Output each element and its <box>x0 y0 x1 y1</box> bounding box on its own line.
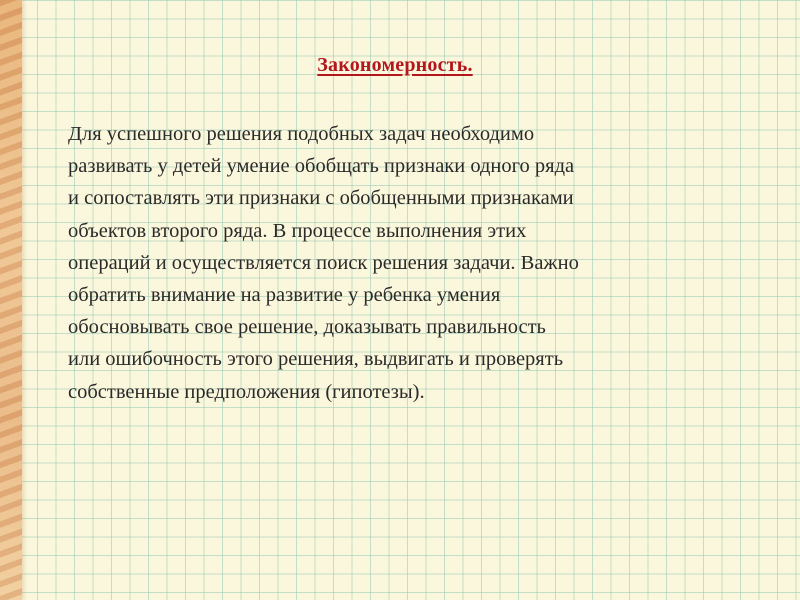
body-line-1: Для успешного решения подобных задач необходимо <box>68 123 535 145</box>
body-line-4: объектов второго ряда. В процессе выполнения этих <box>68 219 527 242</box>
slide-body-text <box>68 118 758 408</box>
slide-title: Закономерность. <box>317 54 473 76</box>
body-line-2: развивать у детей умение обобщать признаки одного ряда <box>68 155 575 178</box>
body-line-7: обосновывать свое решение, доказывать правильность <box>68 316 546 339</box>
decorative-left-border <box>0 0 22 600</box>
body-line-6: обратить внимание на развитие у ребенка умения <box>68 284 501 307</box>
body-line-3: и сопоставлять эти признаки с обобщенными признаками <box>68 187 574 210</box>
body-line-8: или ошибочность этого решения, выдвигать и проверять <box>68 348 564 371</box>
body-line-5: операций и осуществляется поиск решения задачи. Важно <box>68 251 579 274</box>
body-line-9: собственные предположения (гипотезы). <box>68 380 425 403</box>
